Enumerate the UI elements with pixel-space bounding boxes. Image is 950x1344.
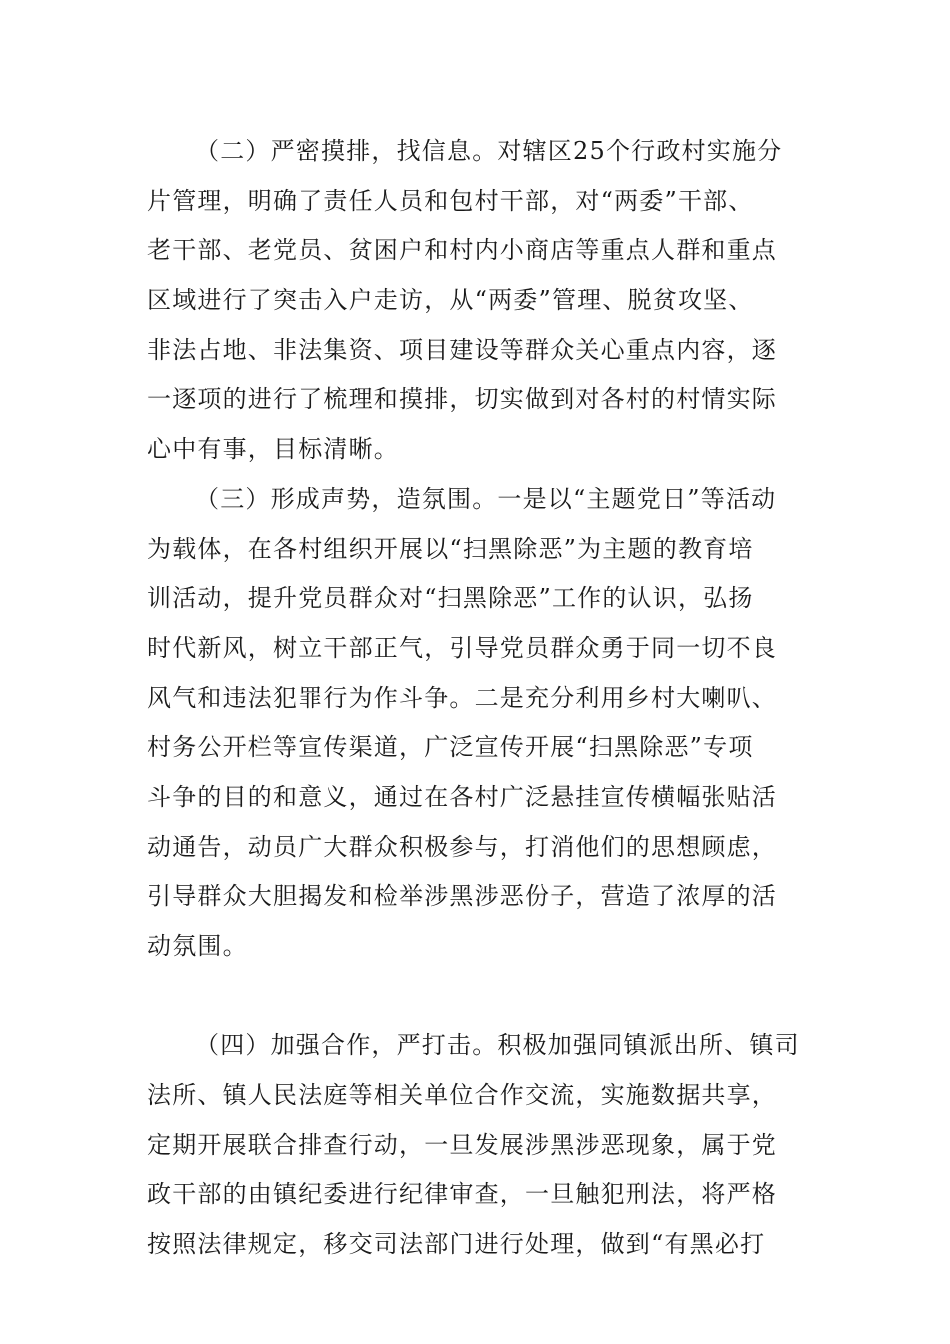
text-line: 动通告，动员广大群众积极参与，打消他们的思想顾虑， [147,832,777,861]
text-line: 一逐项的进行了梳理和摸排，切实做到对各村的村情实际 [147,385,777,414]
text-line: 村务公开栏等宣传渠道，广泛宣传开展“扫黑除恶”专项 [147,733,754,762]
text-line: 风气和违法犯罪行为作斗争。二是充分利用乡村大喇叭、 [147,683,777,712]
text-line: 片管理，明确了责任人员和包村干部，对“两委”干部、 [147,186,754,215]
text-line: 定期开展联合排查行动，一旦发展涉黑涉恶现象，属于党 [147,1130,777,1159]
text-line: 区域进行了突击入户走访，从“两委”管理、脱贫攻坚、 [147,286,754,315]
paragraph-investigation [147,127,827,475]
text-line: 按照法律规定，移交司法部门进行处理，做到“有黑必打 [147,1230,766,1259]
document-body [147,127,827,1270]
text-line: 斗争的目的和意义，通过在各村广泛悬挂宣传横幅张贴活 [147,782,777,811]
text-line: 老干部、老党员、贫困户和村内小商店等重点人群和重点 [147,236,777,265]
text-line: 非法占地、非法集资、项目建设等群众关心重点内容，逐 [147,335,777,364]
text-line: 法所、镇人民法庭等相关单位合作交流，实施数据共享， [147,1081,777,1110]
paragraph-publicity [147,475,827,1022]
text-line [147,972,827,1022]
text-line: 训活动，提升党员群众对“扫黑除恶”工作的认识，弘扬 [147,584,754,613]
text-line: 动氛围。 [147,932,248,960]
text-line: 为载体，在各村组织开展以“扫黑除恶”为主题的教育培 [147,534,754,563]
text-line: （三）形成声势，造氛围。一是以“主题党日”等活动 [195,484,777,513]
text-line: 心中有事，目标清晰。 [147,435,399,464]
text-line: 政干部的由镇纪委进行纪律审查，一旦触犯刑法，将严格 [147,1180,777,1209]
paragraph-cooperation [147,1021,827,1269]
text-line: （四）加强合作，严打击。积极加强同镇派出所、镇司 [195,1031,800,1060]
text-line: 时代新风，树立干部正气，引导党员群众勇于同一切不良 [147,633,777,662]
text-line: （二）严密摸排，找信息。对辖区25个行政村实施分 [195,137,783,165]
text-line: 引导群众大胆揭发和检举涉黑涉恶份子，营造了浓厚的活 [147,882,777,911]
